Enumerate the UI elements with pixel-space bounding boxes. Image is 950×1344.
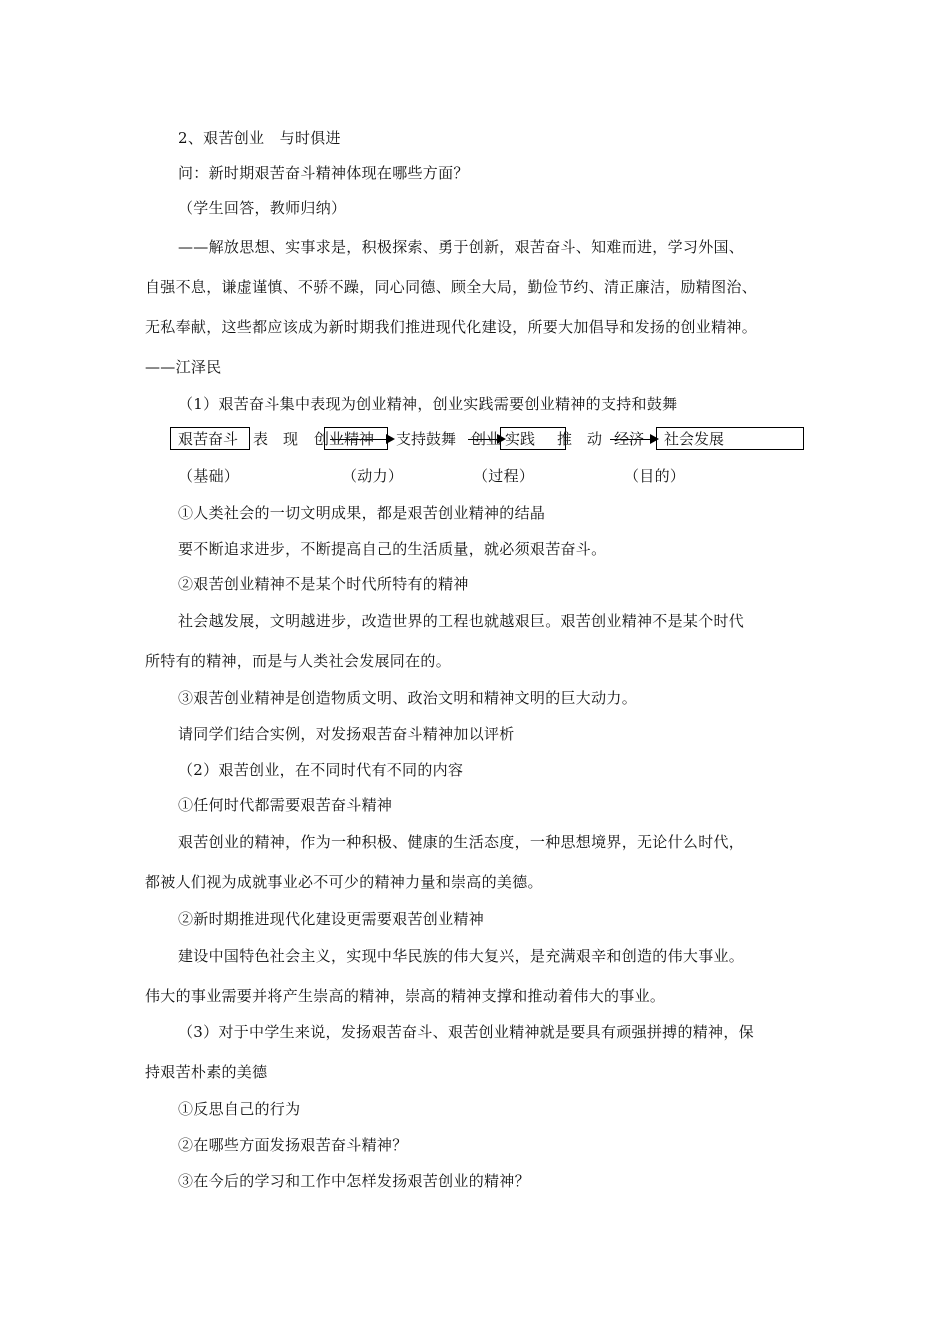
flow-verb-1: 表 现	[253, 430, 299, 448]
p3-item2: ②在哪些方面发扬艰苦奋斗精神？	[178, 1136, 408, 1154]
flow-label-goal: （目的）	[624, 467, 686, 485]
p3-item3: ③在今后的学习和工作中怎样发扬艰苦创业的精神？	[178, 1172, 530, 1190]
quote-line-1: ——解放思想、实事求是，积极探索、勇于创新，艰苦奋斗、知难而进，学习外国、	[178, 238, 745, 256]
flow-verb-3b: 经济	[614, 430, 645, 448]
flow-arrow-head-3	[650, 434, 659, 444]
flow-node-3a: 创业	[471, 430, 502, 448]
p2-item2: ②新时期推进现代化建设更需要艰苦创业精神	[178, 910, 485, 928]
flow-node-1: 艰苦奋斗	[178, 430, 239, 448]
p2-item1: ①任何时代都需要艰苦奋斗精神	[178, 796, 393, 814]
quote-line-3: 无私奉献，这些都应该成为新时期我们推进现代化建设，所要大加倡导和发扬的创业精神。	[145, 318, 758, 336]
question: 问：新时期艰苦奋斗精神体现在哪些方面？	[178, 164, 469, 182]
flow-node-2: 创业精神	[314, 430, 375, 448]
point2-title: （2）艰苦创业，在不同时代有不同的内容	[178, 761, 464, 779]
student-note: （学生回答，教师归纳）	[178, 199, 347, 217]
quote-author: ——江泽民	[145, 358, 222, 376]
flow-label-power: （动力）	[342, 467, 404, 485]
flow-label-process: （过程）	[473, 467, 535, 485]
flow-node-3b: 实践	[505, 430, 536, 448]
point3-title-1: （3）对于中学生来说，发扬艰苦奋斗、艰苦创业精神就是要具有顽强拼搏的精神，保	[178, 1023, 754, 1041]
p1-item1: ①人类社会的一切文明成果，都是艰苦创业精神的结晶	[178, 504, 546, 522]
flow-label-foundation: （基础）	[178, 467, 240, 485]
p1-item2-text-1: 社会越发展，文明越进步，改造世界的工程也就越艰巨。艰苦创业精神不是某个时代	[178, 612, 745, 630]
flow-verb-3: 推 动	[557, 430, 603, 448]
p1-item2: ②艰苦创业精神不是某个时代所特有的精神	[178, 575, 469, 593]
point3-title-2: 持艰苦朴素的美德	[145, 1063, 268, 1081]
p1-item2-text-2: 所特有的精神，而是与人类社会发展同在的。	[145, 652, 452, 670]
section-title: 2、艰苦创业 与时俱进	[178, 129, 341, 147]
flow-arrow-head-1	[386, 434, 395, 444]
point1-title: （1）艰苦奋斗集中表现为创业精神，创业实践需要创业精神的支持和鼓舞	[178, 395, 678, 413]
p2-item2-text-2: 伟大的事业需要并将产生崇高的精神，崇高的精神支撑和推动着伟大的事业。	[145, 987, 666, 1005]
p1-item3: ③艰苦创业精神是创造物质文明、政治文明和精神文明的巨大动力。	[178, 689, 638, 707]
p2-item1-text-2: 都被人们视为成就事业必不可少的精神力量和崇高的美德。	[145, 873, 543, 891]
p2-item1-text-1: 艰苦创业的精神，作为一种积极、健康的生活态度，一种思想境界，无论什么时代，	[178, 833, 745, 851]
flow-node-4: 社会发展	[664, 430, 725, 448]
p1-item1-text: 要不断追求进步，不断提高自己的生活质量，就必须艰苦奋斗。	[178, 540, 607, 558]
quote-line-2: 自强不息，谦虚谨慎、不骄不躁，同心同德、顾全大局，勤俭节约、清正廉洁，励精图治、	[145, 278, 758, 296]
flow-verb-2: 支持鼓舞	[396, 430, 457, 448]
p3-item1: ①反思自己的行为	[178, 1100, 301, 1118]
p2-item2-text-1: 建设中国特色社会主义，实现中华民族的伟大复兴，是充满艰辛和创造的伟大事业。	[178, 947, 745, 965]
p1-prompt: 请同学们结合实例，对发扬艰苦奋斗精神加以评析	[178, 725, 515, 743]
